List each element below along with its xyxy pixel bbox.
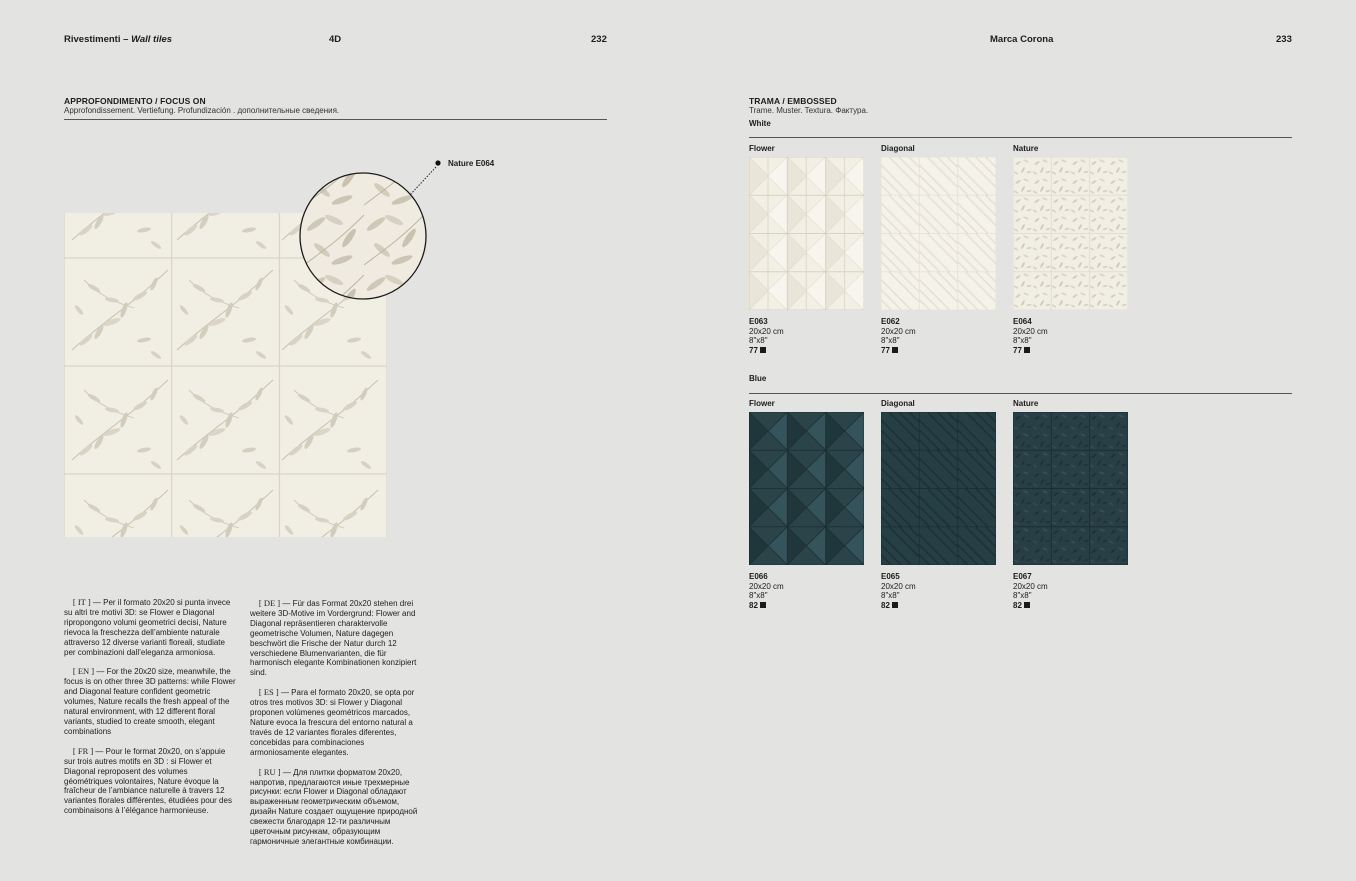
pieces-count: 82	[749, 600, 758, 610]
square-icon	[760, 347, 766, 353]
white-nature-label: Nature	[1013, 144, 1039, 153]
white-heading: White	[749, 119, 771, 128]
size-inch: 8"x8"	[749, 336, 768, 345]
text-ru: [ RU ] — Для плитки форматом 20x20, напротив, предлагаются иные трехмерные рисунки: если Flower и Diagonal обладают выраженным геометрическим объемом, дизайн Nature создает ощущение природной свежести благодаря 12-ти различным цветочным рисункам, образующим гармоничные элегантные комбинации.	[250, 766, 418, 846]
spec-e065	[881, 572, 916, 610]
swatch-e063-flower-white	[749, 157, 864, 310]
text-column-right	[250, 599, 422, 857]
blue-heading: Blue	[749, 374, 767, 383]
spec-e062	[881, 317, 916, 355]
text-fr: [ FR ] — Pour le format 20x20, on s’appuie sur trois autres motifs en 3D : si Flower et Diagonal reproposent des volumes géométriques volontaires, Nature évoque la fraîcheur de l’ambiance naturelle à travers 12 variantes florales différentes, étudiées pour des combinaisons à l’élégance harmonieuse.	[64, 745, 232, 816]
size-inch: 8"x8"	[881, 591, 900, 600]
size-inch: 8"x8"	[1013, 336, 1032, 345]
product-code: E063	[749, 317, 768, 326]
pieces-count: 82	[1013, 600, 1022, 610]
square-icon	[892, 602, 898, 608]
product-code: E062	[881, 317, 900, 326]
size-inch: 8"x8"	[1013, 591, 1032, 600]
square-icon	[1024, 602, 1030, 608]
square-icon	[1024, 347, 1030, 353]
collection-name: 4D	[329, 34, 342, 45]
size-cm: 20x20 cm	[1013, 326, 1048, 336]
trama-title: TRAMA / EMBOSSED	[749, 96, 837, 106]
pieces-count: 77	[749, 345, 758, 355]
pieces-count: 77	[1013, 345, 1022, 355]
page-number-right: 233	[1276, 34, 1292, 45]
size-cm: 20x20 cm	[749, 581, 784, 591]
text-en: [ EN ] — For the 20x20 size, meanwhile, the focus is on other three 3D patterns: while Flower and Diagonal feature confident geometric volumes, Nature recalls the fresh appeal of the natural environment, with 12 different floral variants, studied to create smooth, elegant combinations	[64, 666, 236, 736]
swatch-e066-flower-blue	[749, 412, 864, 565]
size-cm: 20x20 cm	[1013, 581, 1048, 591]
blue-diagonal-label: Diagonal	[881, 399, 915, 408]
product-code: E064	[1013, 317, 1032, 326]
zoom-callout-label: Nature E064	[448, 159, 495, 168]
size-cm: 20x20 cm	[749, 326, 784, 336]
white-flower-label: Flower	[749, 144, 775, 153]
spec-e066	[749, 572, 784, 610]
swatch-e062-diagonal-white	[881, 157, 996, 310]
square-icon	[760, 602, 766, 608]
swatch-e064-nature-white	[1013, 157, 1128, 310]
nature-tile-photo	[64, 150, 504, 540]
blue-nature-label: Nature	[1013, 399, 1039, 408]
product-code: E067	[1013, 572, 1032, 581]
trama-subtitle: Trame. Muster. Textura. Фактура.	[749, 106, 869, 115]
product-code: E066	[749, 572, 768, 581]
text-es: [ ES ] — Para el formato 20x20, se opta por otros tres motivos 3D: si Flower y Diagonal proponen volúmenes geométricos marcados, Nature evoca la frescura del entorno natural a través de 12 variantes florales diferentes, concebidas para combinaciones armoniosamente elegantes.	[250, 687, 415, 757]
blue-divider	[749, 393, 1292, 394]
focus-subtitle: Approfondissement. Vertiefung. Profundización . дополнительные сведения.	[64, 106, 340, 115]
spec-e067	[1013, 572, 1048, 610]
text-it: [ IT ] — Per il formato 20x20 si punta invece su altri tre motivi 3D: se Flower e Diagonal ripropongono volumi geometrici decisi, Nature rievoca la freschezza dell’ambiente naturale attraverso 12 diverse varianti floreali, studiate per combinazioni dall’eleganza armoniosa.	[64, 597, 231, 657]
white-diagonal-label: Diagonal	[881, 144, 915, 153]
focus-divider	[64, 119, 607, 120]
pieces-count: 77	[881, 345, 890, 355]
section-name-english: Wall tiles	[131, 34, 173, 45]
swatch-e067-nature-blue	[1013, 412, 1128, 565]
size-cm: 20x20 cm	[881, 326, 916, 336]
spec-e064	[1013, 317, 1048, 355]
swatch-e065-diagonal-blue	[881, 412, 996, 565]
size-inch: 8"x8"	[749, 591, 768, 600]
square-icon	[892, 347, 898, 353]
focus-title: APPROFONDIMENTO / FOCUS ON	[64, 96, 206, 106]
spec-e063	[749, 317, 784, 355]
white-divider	[749, 137, 1292, 138]
product-code: E065	[881, 572, 900, 581]
size-inch: 8"x8"	[881, 336, 900, 345]
pieces-count: 82	[881, 600, 890, 610]
page-number-left: 232	[591, 34, 607, 45]
text-de: [ DE ] — Für das Format 20x20 stehen drei weitere 3D-Motive im Vordergrund: Flower and Diagonal repräsentieren charaktervolle geometrische Volumen, Nature dagegen beschwört die Frische der Natur durch 12 verschiedene Blumenvarianten, die für harmonisch elegante Kombinationen konzipiert sind.	[250, 598, 417, 678]
running-header-left	[64, 34, 172, 45]
blue-flower-label: Flower	[749, 399, 775, 408]
brand-name: Marca Corona	[990, 34, 1054, 45]
size-cm: 20x20 cm	[881, 581, 916, 591]
text-column-left	[64, 598, 236, 826]
section-name: Rivestimenti –	[64, 34, 132, 45]
